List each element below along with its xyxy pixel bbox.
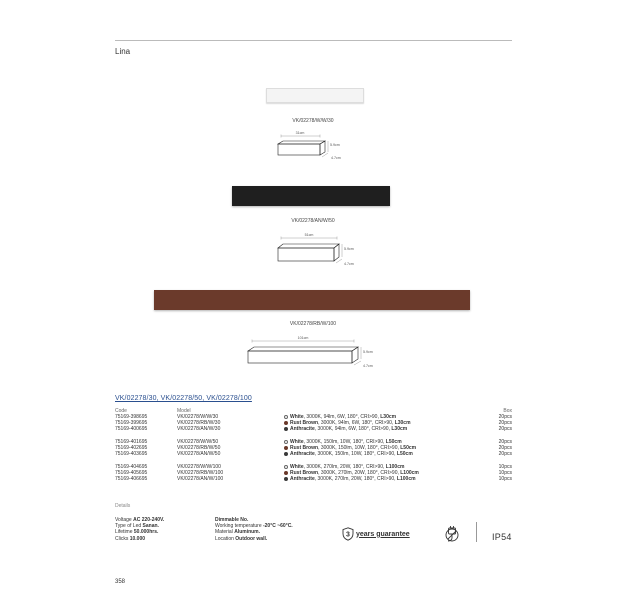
cell-model: VK/02278/W/W/30 <box>177 414 219 420</box>
cell-box: 20pcs <box>498 414 512 420</box>
detail-label: Location <box>215 535 236 542</box>
cell-box: 20pcs <box>498 439 512 445</box>
detail-value: Sanan. <box>142 523 159 530</box>
table-group-gap <box>115 457 512 464</box>
height-label-3: 5.9cm <box>363 350 373 354</box>
table-group-gap <box>115 432 512 439</box>
cell-code: 75169-399695 <box>115 420 148 426</box>
detail-value: Aluminum. <box>234 529 261 536</box>
cell-model: VK/02278/RB/W/30 <box>177 420 221 426</box>
cell-box: 20pcs <box>498 426 512 432</box>
length-label-1: 31cm <box>295 131 305 135</box>
header-model: Model <box>177 408 191 414</box>
header-box: Box <box>503 408 512 414</box>
detail-value: Dimmable No. <box>215 517 249 523</box>
finish-dot <box>284 415 288 419</box>
detail-label: Working temperature <box>215 523 263 530</box>
finish-dot <box>284 440 288 444</box>
length-value: L30cm <box>391 426 408 432</box>
divider <box>476 522 477 542</box>
cell-code: 75169-405695 <box>115 470 148 476</box>
cell-model: VK/02278/AN/W/30 <box>177 426 221 432</box>
product-label-3: VK/02278/RB/W/100 <box>289 321 337 327</box>
dimension-drawing-3 <box>240 333 380 378</box>
finish-name: Rust Brown <box>290 445 319 451</box>
detail-value: AC 220-240V. <box>133 517 165 523</box>
cell-description <box>284 476 491 482</box>
detail-label: Lifetime <box>115 529 134 536</box>
finish-dot <box>284 465 288 469</box>
depth-label-1: 4.7cm <box>331 156 341 160</box>
cell-code: 75169-398695 <box>115 414 148 420</box>
page-number: 358 <box>115 579 126 585</box>
finish-name: White <box>290 439 304 445</box>
dimension-drawing-2 <box>270 230 365 275</box>
dimension-drawing-1 <box>270 130 350 169</box>
cell-model: VK/02278/W/W/50 <box>177 439 219 445</box>
length-label-2: 51cm <box>304 233 314 237</box>
table-row <box>115 476 512 482</box>
cell-code: 75169-400695 <box>115 426 148 432</box>
cell-code: 75169-404695 <box>115 464 148 470</box>
finish-dot <box>284 421 288 425</box>
spec-text: , 3000K, 270lm, 20W, 180°, CRI>90, <box>314 476 397 482</box>
detail-value: 10.000 <box>129 535 146 542</box>
finish-dot <box>284 471 288 475</box>
cell-model: VK/02278/AN/W/100 <box>177 476 224 482</box>
height-label-2: 5.9cm <box>344 247 354 251</box>
finish-name: Rust Brown <box>290 420 319 426</box>
cell-code: 75169-402695 <box>115 445 148 451</box>
length-value: L100cm <box>396 476 416 482</box>
guarantee-text: years guarantee <box>356 530 410 538</box>
top-rule <box>115 40 512 41</box>
no-plug-icon <box>445 526 459 547</box>
cell-box: 10pcs <box>498 464 512 470</box>
product-image-3 <box>154 290 470 310</box>
length-value: L30cm <box>380 414 397 420</box>
detail-value: Outdoor wall. <box>235 535 268 542</box>
cell-code: 75169-401695 <box>115 439 148 445</box>
length-value: L100cm <box>385 464 405 470</box>
cell-code: 75169-403695 <box>115 451 148 457</box>
length-label-3: 101cm <box>297 336 309 340</box>
spec-text: , 3000K, 94lm, 6W, 180°, CRI>90, <box>314 426 392 432</box>
finish-name: Rust Brown <box>290 470 319 476</box>
shield-icon <box>342 527 354 541</box>
product-image-2 <box>232 186 390 206</box>
spec-text: , 3000K, 270lm, 20W, 180°, CRI>90, <box>318 470 401 476</box>
detail-label: Type of Led <box>115 523 143 530</box>
detail-line <box>215 536 293 542</box>
finish-name: Anthracite <box>290 451 315 457</box>
spec-text: , 3000K, 150lm, 10W, 180°, CRI>90, <box>303 439 386 445</box>
details-title: Details <box>115 503 131 509</box>
finish-name: Anthracite <box>290 426 315 432</box>
finish-dot <box>284 477 288 481</box>
finish-dot <box>284 446 288 450</box>
finish-dot <box>284 427 288 431</box>
cell-box: 20pcs <box>498 451 512 457</box>
detail-label: Material <box>215 529 235 536</box>
cell-model: VK/02278/W/W/100 <box>177 464 221 470</box>
cell-box: 20pcs <box>498 445 512 451</box>
length-value: L30cm <box>394 420 411 426</box>
details-right <box>215 517 293 542</box>
depth-label-3: 4.7cm <box>363 364 373 368</box>
finish-name: White <box>290 414 304 420</box>
detail-value: 50.000hrs. <box>133 529 159 536</box>
guarantee-badge <box>342 527 410 541</box>
height-label-1: 5.9cm <box>330 143 340 147</box>
cell-model: VK/02278/RB/W/50 <box>177 445 221 451</box>
finish-dot <box>284 452 288 456</box>
series-title: Lina <box>115 47 131 56</box>
cell-box: 10pcs <box>498 476 512 482</box>
table-body <box>115 414 512 482</box>
detail-label: Clicks <box>115 535 130 542</box>
spec-text: , 3000K, 94lm, 6W, 180°, CRI>90, <box>318 420 395 426</box>
cell-code: 75169-406695 <box>115 476 148 482</box>
detail-value: -20°C ~60°C. <box>262 523 293 530</box>
detail-label: Voltage <box>115 517 134 523</box>
spec-table <box>115 408 512 482</box>
detail-line <box>115 536 164 542</box>
length-value: L50cm <box>385 439 402 445</box>
details-left <box>115 517 164 542</box>
product-image-1 <box>266 88 364 103</box>
product-label-1: VK/02278/W/W/30 <box>292 118 334 124</box>
depth-label-2: 4.7cm <box>344 262 354 266</box>
spec-text: , 3000K, 150lm, 10W, 180°, CRI>90, <box>318 445 401 451</box>
cell-box: 10pcs <box>498 470 512 476</box>
length-value: L50cm <box>396 451 413 457</box>
spec-text: , 3000K, 94lm, 6W, 180°, CRI>90, <box>303 414 381 420</box>
spec-text: , 3000K, 150lm, 10W, 180°, CRI>90, <box>314 451 397 457</box>
ip-rating: IP54 <box>492 532 512 542</box>
cell-model: VK/02278/AN/W/50 <box>177 451 221 457</box>
header-code: Code <box>115 408 127 414</box>
length-value: L100cm <box>400 470 419 476</box>
spec-text: , 3000K, 270lm, 20W, 180°, CRI>90, <box>303 464 386 470</box>
length-value: L50cm <box>400 445 417 451</box>
models-heading: VK/02278/30, VK/02278/50, VK/02278/100 <box>115 395 252 402</box>
product-label-2: VK/02278/AN/W/50 <box>291 218 335 224</box>
cell-model: VK/02278/RB/W/100 <box>177 470 224 476</box>
guarantee-number: 3 <box>346 531 350 539</box>
cell-box: 20pcs <box>498 420 512 426</box>
finish-name: White <box>290 464 304 470</box>
finish-name: Anthracite <box>290 476 315 482</box>
